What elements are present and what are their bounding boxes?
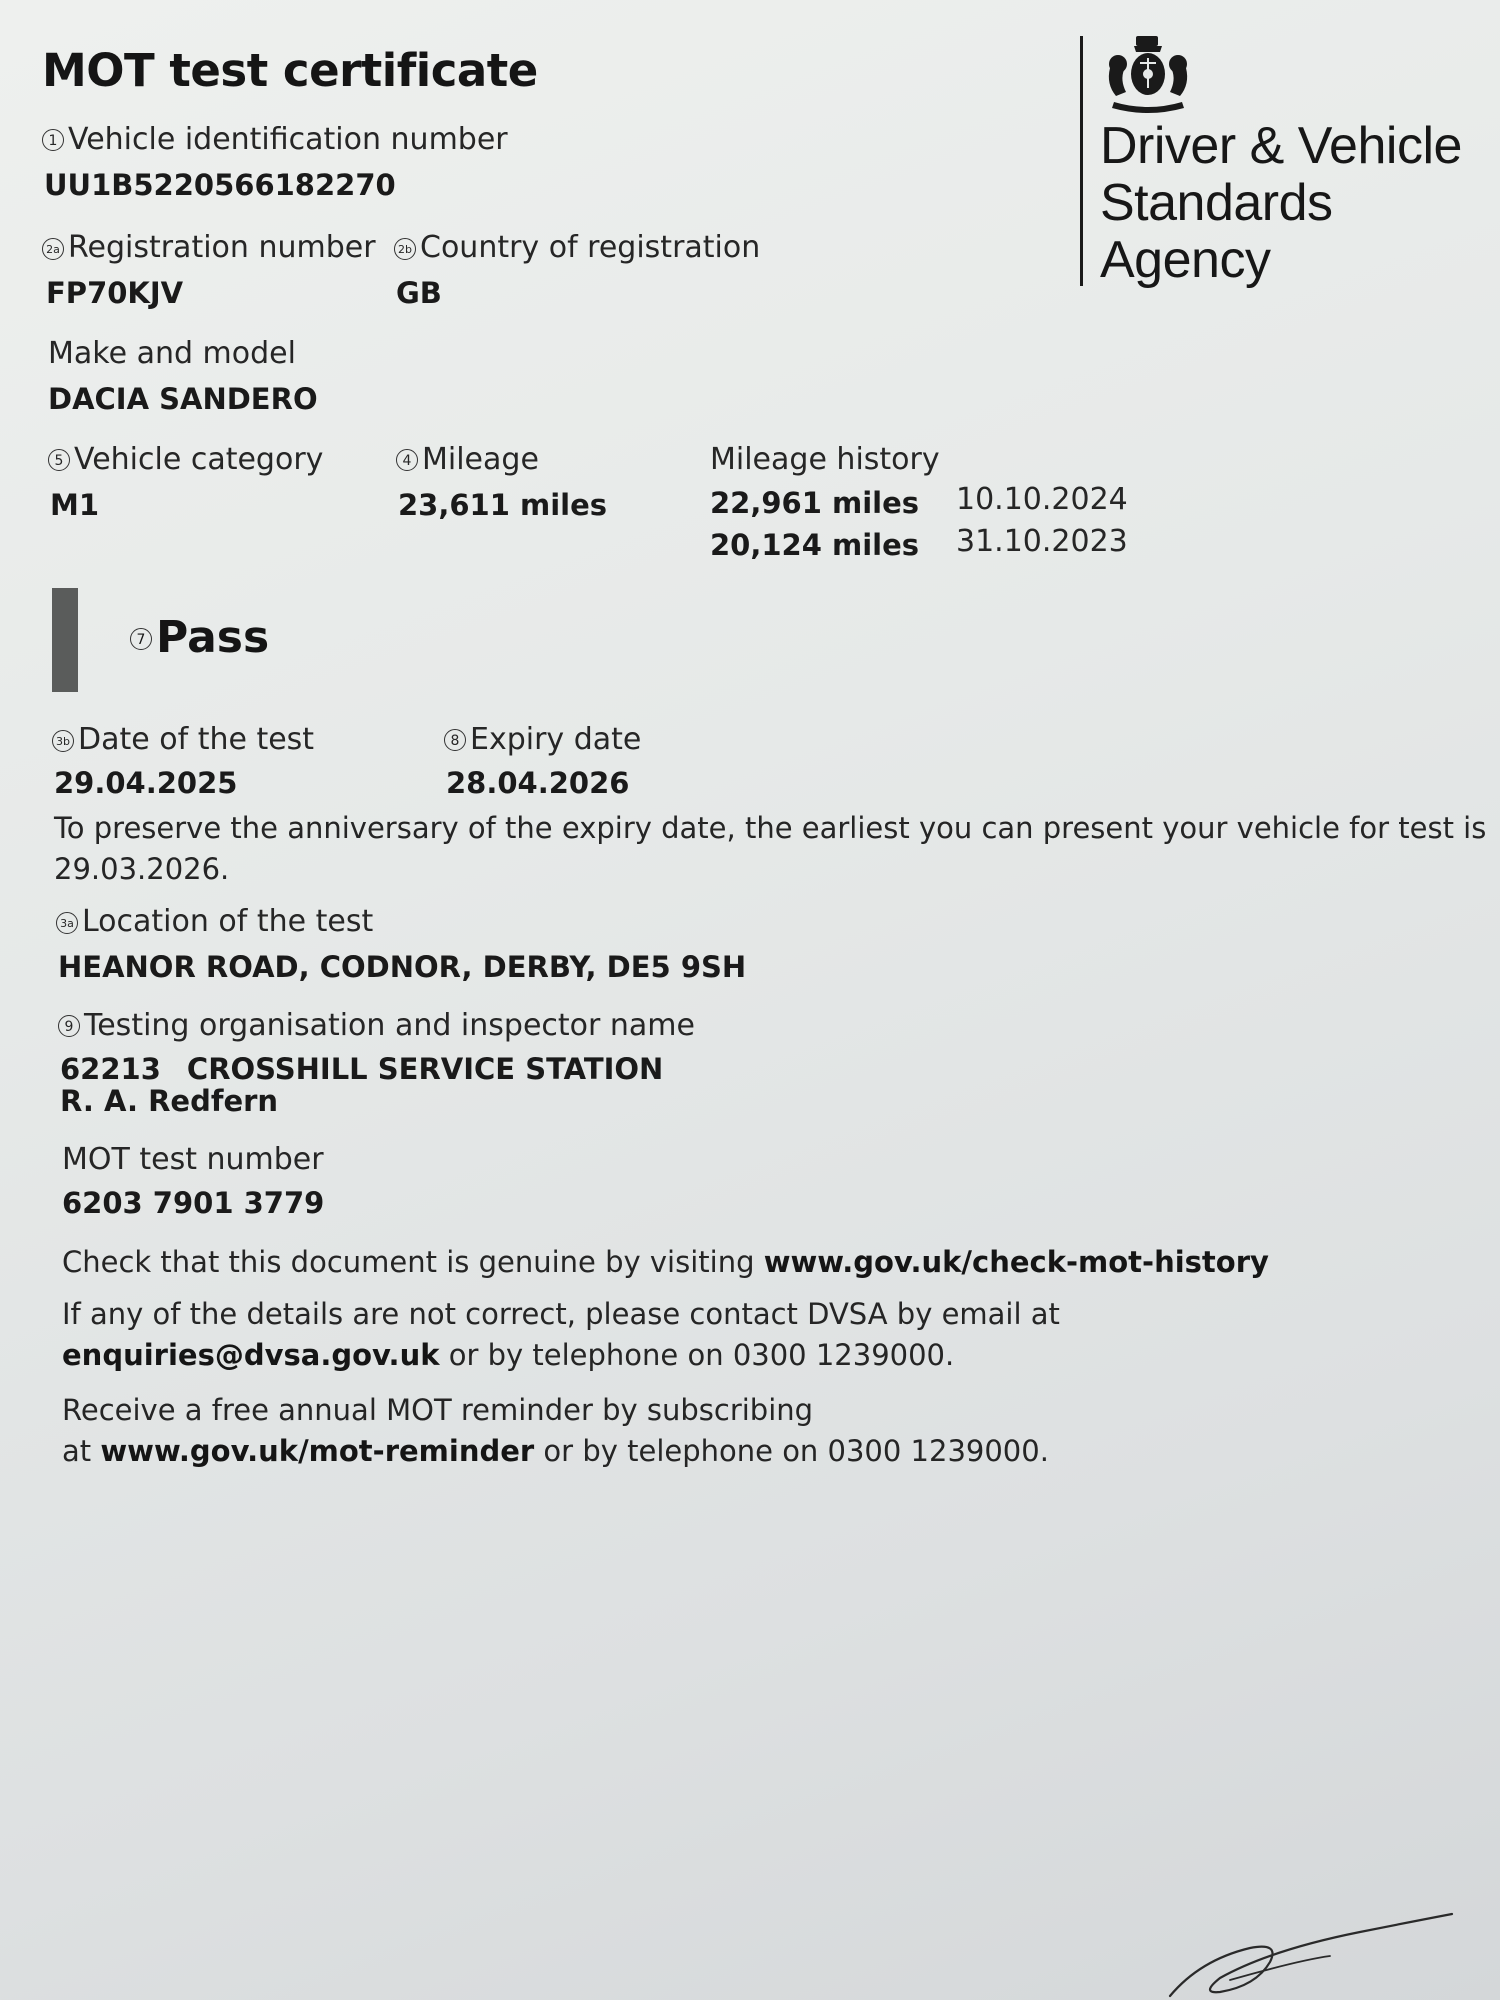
country-value: GB: [396, 276, 442, 310]
check-mot-history-link[interactable]: www.gov.uk/check-mot-history: [763, 1245, 1269, 1279]
test-date-value: 29.04.2025: [54, 766, 238, 800]
location-value: HEANOR ROAD, CODNOR, DERBY, DE5 9SH: [58, 950, 747, 984]
reminder-text: Receive a free annual MOT reminder by subscribing at www.gov.uk/mot-reminder or by telephone on 0300 1239000.: [62, 1393, 1049, 1468]
field-number-badge: 2b: [394, 238, 416, 260]
organisation-label: 9 Testing organisation and inspector name: [58, 1008, 695, 1043]
check-genuine-text: Check that this document is genuine by visiting www.gov.uk/check-mot-history: [62, 1245, 1269, 1279]
field-number-badge: 5: [48, 449, 70, 471]
mileage-history-miles-2: 20,124 miles: [710, 528, 920, 562]
agency-line-3: Agency: [1100, 231, 1271, 289]
test-result: 7 Pass: [130, 612, 269, 663]
field-number-badge: 3a: [56, 912, 78, 934]
contact-text: If any of the details are not correct, please contact DVSA by email at enquiries@dvsa.gov.uk or by telephone on 0300 1239000.: [62, 1297, 1060, 1372]
field-number-badge: 2a: [42, 238, 64, 260]
agency-name: [1100, 118, 1462, 289]
mot-reminder-link[interactable]: www.gov.uk/mot-reminder: [100, 1434, 535, 1468]
field-number-badge: 3b: [52, 730, 74, 752]
result-bar: [52, 588, 78, 692]
agency-line-1: Driver & Vehicle: [1100, 117, 1462, 175]
test-number-value: 6203 7901 3779: [62, 1186, 325, 1220]
field-number-badge: 1: [42, 129, 64, 151]
make-model-label: Make and model: [48, 336, 296, 371]
make-model-value: DACIA SANDERO: [48, 382, 318, 416]
country-label: 2b Country of registration: [394, 230, 760, 265]
test-number-label: MOT test number: [62, 1142, 324, 1177]
field-number-badge: 7: [130, 628, 152, 650]
field-number-badge: 9: [58, 1015, 80, 1037]
mileage-value: 23,611 miles: [398, 488, 608, 522]
category-value: M1: [50, 488, 100, 522]
signature-scribble: [1160, 1900, 1460, 2000]
mileage-history-label: Mileage history: [710, 442, 940, 477]
logo-divider: [1080, 36, 1083, 286]
inspector-name: R. A. Redfern: [60, 1084, 279, 1118]
mileage-label: 4 Mileage: [396, 442, 539, 477]
anniversary-note: To preserve the anniversary of the expiry date, the earliest you can present your vehicle for test is 29.03.2026.: [54, 811, 1487, 886]
expiry-value: 28.04.2026: [446, 766, 630, 800]
registration-label: 2a Registration number: [42, 230, 376, 265]
registration-value: FP70KJV: [46, 276, 184, 310]
field-number-badge: 4: [396, 449, 418, 471]
field-number-badge: 8: [444, 729, 466, 751]
mileage-history-miles-1: 22,961 miles: [710, 486, 920, 520]
test-date-label: 3b Date of the test: [52, 722, 314, 757]
vin-label: 1 Vehicle identification number: [42, 122, 508, 157]
organisation-code: 62213: [60, 1052, 161, 1086]
location-label: 3a Location of the test: [56, 904, 373, 939]
vin-value: UU1B5220566182270: [44, 168, 396, 202]
page-title: MOT test certificate: [42, 44, 538, 97]
royal-crest-icon: [1100, 32, 1196, 116]
organisation-value: [60, 1052, 663, 1086]
mileage-history-date-2: 31.10.2023: [956, 524, 1128, 559]
category-label: 5 Vehicle category: [48, 442, 323, 477]
mileage-history-date-1: 10.10.2024: [956, 482, 1128, 517]
agency-line-2: Standards: [1100, 174, 1333, 232]
expiry-label: 8 Expiry date: [444, 722, 641, 757]
contact-email-link[interactable]: enquiries@dvsa.gov.uk: [62, 1338, 440, 1372]
organisation-name: CROSSHILL SERVICE STATION: [186, 1052, 664, 1086]
